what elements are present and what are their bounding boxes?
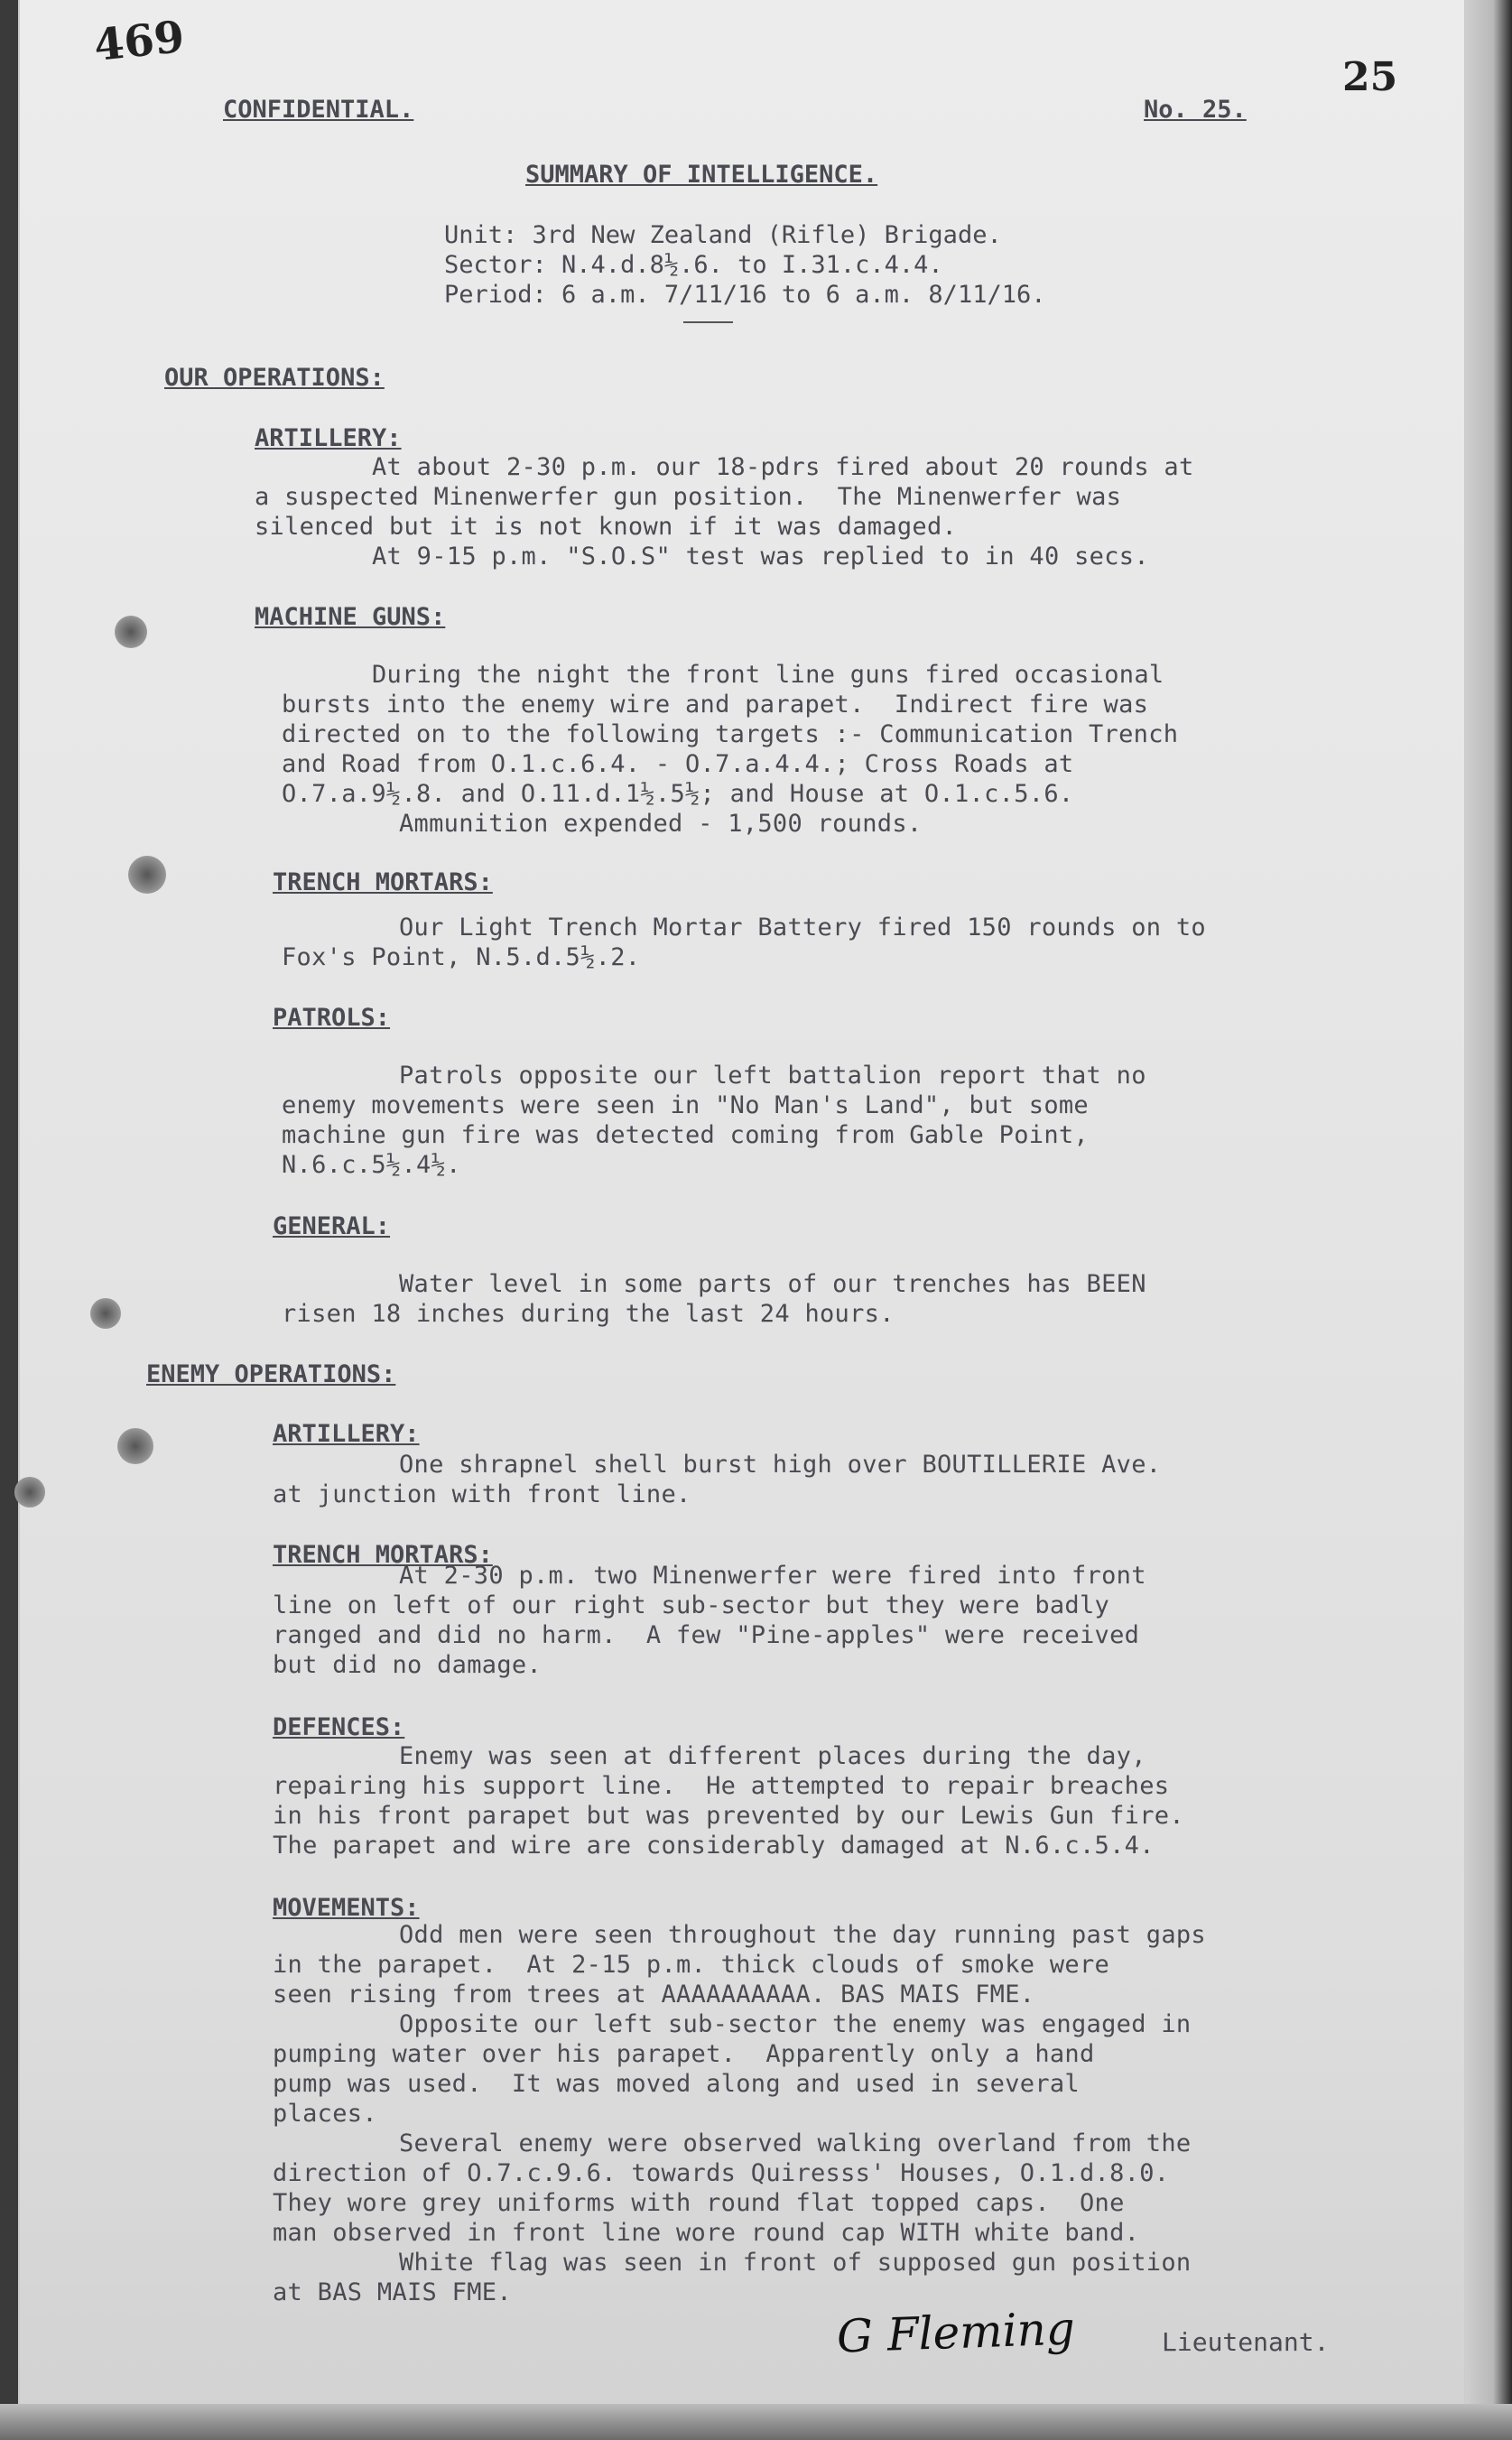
text-line: At 9-15 p.m. "S.O.S" test was replied to in 40 secs.: [372, 543, 1149, 571]
document-title: SUMMARY OF INTELLIGENCE.: [525, 161, 878, 189]
text-line: White flag was seen in front of supposed gun position: [399, 2249, 1192, 2277]
text-line: The parapet and wire are considerably damaged at N.6.c.5.4.: [273, 1832, 1155, 1860]
subheading-enemy-defences: DEFENCES:: [273, 1713, 405, 1741]
text-line: silenced but it is not known if it was damaged.: [255, 513, 958, 541]
text-line: seen rising from trees at AAAAAAAAAA. BAS MAIS FME.: [273, 1981, 1035, 2009]
text-line: at junction with front line.: [273, 1480, 691, 1508]
text-line: ranged and did no harm. A few "Pine-apples" were received: [273, 1621, 1140, 1649]
subheading-our-trench-mortars: TRENCH MORTARS:: [273, 868, 493, 896]
text-line: places.: [273, 2100, 377, 2128]
classification-header: CONFIDENTIAL.: [223, 96, 414, 124]
signature-handwritten: G Fleming: [836, 2302, 1076, 2363]
info-unit: Unit: 3rd New Zealand (Rifle) Brigade.: [444, 221, 1002, 249]
text-line: O.7.a.9½.8. and O.11.d.1½.5½; and House at O.1.c.5.6.: [282, 780, 1074, 808]
info-sector: Sector: N.4.d.8½.6. to I.31.c.4.4.: [444, 251, 943, 279]
document-number: No. 25.: [1144, 96, 1247, 124]
page-number: 25: [1342, 54, 1398, 100]
section-heading-our-operations: OUR OPERATIONS:: [164, 364, 385, 392]
punch-hole: [90, 1298, 121, 1329]
text-line: Opposite our left sub-sector the enemy was engaged in: [399, 2010, 1192, 2038]
text-line: Odd men were seen throughout the day running past gaps: [399, 1921, 1206, 1949]
subheading-enemy-artillery: ARTILLERY:: [273, 1420, 420, 1448]
subheading-our-artillery: ARTILLERY:: [255, 424, 402, 452]
page-bottom-edge: [0, 2404, 1512, 2440]
text-line: in his front parapet but was prevented by our Lewis Gun fire.: [273, 1802, 1184, 1830]
title-divider: [683, 321, 733, 323]
text-line: risen 18 inches during the last 24 hours.: [282, 1300, 895, 1328]
text-line: They wore grey uniforms with round flat topped caps. One: [273, 2189, 1125, 2217]
text-line: pumping water over his parapet. Apparently only a hand: [273, 2040, 1095, 2068]
text-line: At about 2-30 p.m. our 18-pdrs fired about 20 rounds at: [372, 453, 1194, 481]
text-line: line on left of our right sub-sector but they were badly: [273, 1591, 1110, 1619]
text-line: Ammunition expended - 1,500 rounds.: [399, 810, 923, 838]
text-line: a suspected Minenwerfer gun position. The Minenwerfer was: [255, 483, 1122, 511]
punch-hole: [115, 616, 147, 648]
text-line: pump was used. It was moved along and used in several: [273, 2070, 1080, 2098]
subheading-enemy-trench-mortars: TRENCH MORTARS:: [273, 1541, 493, 1569]
text-line: Enemy was seen at different places during the day,: [399, 1742, 1146, 1770]
page-edge-shadow: [1465, 0, 1512, 2440]
text-line: directed on to the following targets :- Communication Trench: [282, 720, 1179, 748]
text-line: Water level in some parts of our trenches has BEEN: [399, 1270, 1146, 1298]
subheading-our-patrols: PATROLS:: [273, 1004, 391, 1032]
text-line: man observed in front line wore round cap WITH white band.: [273, 2219, 1140, 2247]
text-line: Several enemy were observed walking overland from the: [399, 2129, 1192, 2157]
section-heading-enemy-operations: ENEMY OPERATIONS:: [146, 1360, 396, 1388]
subheading-our-general: GENERAL:: [273, 1212, 391, 1240]
document-page: [20, 0, 1464, 2419]
text-line: machine gun fire was detected coming from Gable Point,: [282, 1121, 1089, 1149]
signature-rank: Lieutenant.: [1162, 2327, 1330, 2357]
text-line: repairing his support line. He attempted to repair breaches: [273, 1772, 1170, 1800]
text-line: During the night the front line guns fired occasional: [372, 661, 1164, 689]
punch-hole: [117, 1428, 153, 1464]
text-line: in the parapet. At 2-15 p.m. thick clouds of smoke were: [273, 1951, 1110, 1979]
text-line: enemy movements were seen in "No Man's Land", but some: [282, 1091, 1089, 1119]
text-line: N.6.c.5½.4½.: [282, 1151, 461, 1179]
subheading-our-machine-guns: MACHINE GUNS:: [255, 603, 446, 631]
text-line: at BAS MAIS FME.: [273, 2278, 512, 2306]
text-line: Patrols opposite our left battalion report that no: [399, 1062, 1146, 1090]
info-period: Period: 6 a.m. 7/11/16 to 6 a.m. 8/11/16.: [444, 281, 1046, 309]
folio-number: 469: [91, 11, 187, 72]
punch-hole: [14, 1477, 45, 1508]
text-line: but did no damage.: [273, 1651, 542, 1679]
subheading-enemy-movements: MOVEMENTS:: [273, 1894, 420, 1922]
punch-hole: [128, 856, 166, 894]
text-line: Our Light Trench Mortar Battery fired 150 rounds on to: [399, 914, 1206, 942]
text-line: and Road from O.1.c.6.4. - O.7.a.4.4.; Cross Roads at: [282, 750, 1074, 778]
text-line: Fox's Point, N.5.d.5½.2.: [282, 943, 641, 971]
text-line: direction of O.7.c.9.6. towards Quiresss' Houses, O.1.d.8.0.: [273, 2159, 1170, 2187]
text-line: At 2-30 p.m. two Minenwerfer were fired into front: [399, 1562, 1146, 1590]
text-line: bursts into the enemy wire and parapet. Indirect fire was: [282, 691, 1149, 719]
text-line: One shrapnel shell burst high over BOUTILLERIE Ave.: [399, 1451, 1162, 1479]
